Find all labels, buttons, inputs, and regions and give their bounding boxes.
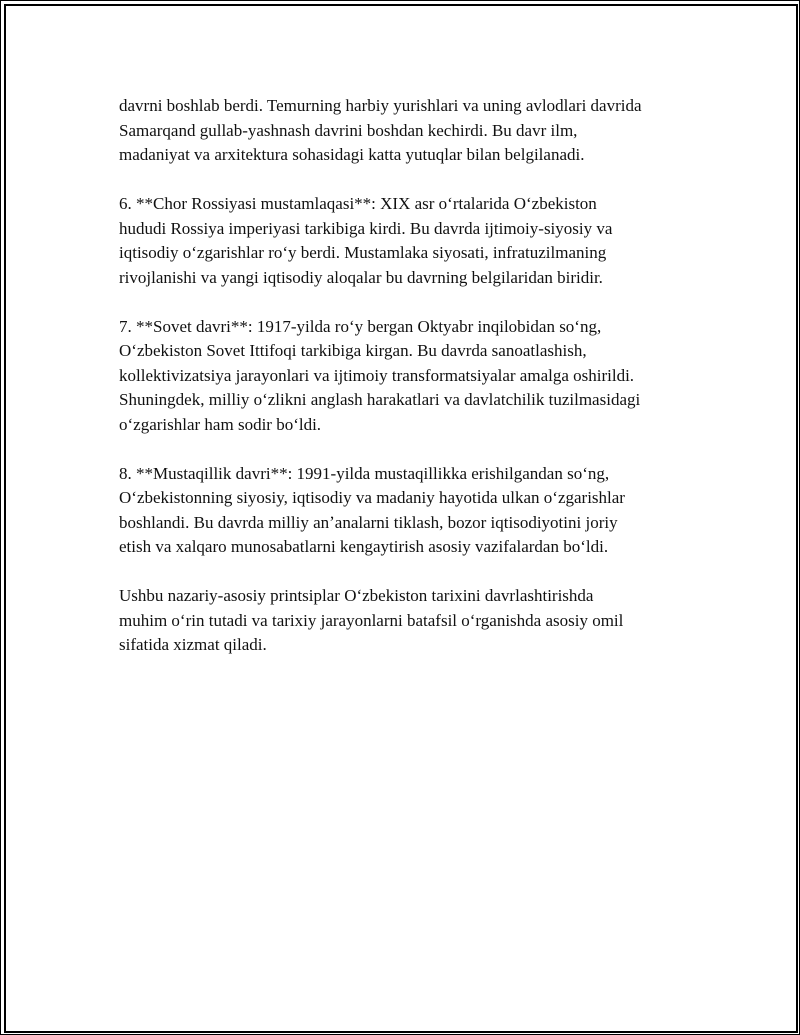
text-line: 7. **Sovet davri**: 1917-yilda roʻy bergan Oktyabr inqilobidan soʻng, (119, 316, 602, 336)
text-line: 8. **Mustaqillik davri**: 1991-yilda mustaqillikka erishilgandan soʻng, (119, 463, 610, 483)
text-line: boshlandi. Bu davrda milliy anʼanalarni tiklash, bozor iqtisodiyotini joriy (119, 512, 618, 532)
paragraph-item-7 (119, 315, 709, 438)
text-line: hududi Rossiya imperiyasi tarkibiga kirdi. Bu davrda ijtimoiy-siyosiy va (119, 218, 613, 238)
paragraph-conclusion (119, 584, 709, 658)
text-line: davrni boshlab berdi. Temurning harbiy yurishlari va uning avlodlari davrida (119, 96, 642, 115)
text-line: Oʻzbekiston Sovet Ittifoqi tarkibiga kirgan. Bu davrda sanoatlashish, (119, 341, 587, 360)
text-line: iqtisodiy oʻzgarishlar roʻy berdi. Mustamlaka siyosati, infratuzilmaning (119, 243, 607, 262)
text-line: muhim oʻrin tutadi va tarixiy jarayonlarni batafsil oʻrganishda asosiy omil (119, 610, 624, 630)
text-line: Oʻzbekistonning siyosiy, iqtisodiy va madaniy hayotida ulkan oʻzgarishlar (119, 488, 625, 507)
text-line: Samarqand gullab-yashnash davrini boshdan kechirdi. Bu davr ilm, (119, 120, 578, 140)
text-line: rivojlanishi va yangi iqtisodiy aloqalar bu davrning belgilaridan biridir. (119, 267, 603, 287)
text-line: etish va xalqaro munosabatlarni kengaytirish asosiy vazifalardan boʻldi. (119, 537, 609, 556)
text-line: 6. **Chor Rossiyasi mustamlaqasi**: XIX asr oʻrtalarida Oʻzbekiston (119, 194, 597, 213)
text-line: sifatida xizmat qiladi. (119, 635, 267, 654)
paragraph-item-6 (119, 192, 709, 290)
paragraph-item-8 (119, 462, 709, 560)
paragraph-timurid-continuation (119, 94, 709, 168)
document-body (119, 94, 709, 682)
text-line: madaniyat va arxitektura sohasidagi katta yutuqlar bilan belgilanadi. (119, 145, 585, 164)
text-line: kollektivizatsiya jarayonlari va ijtimoiy transformatsiyalar amalga oshirildi. (119, 365, 635, 385)
text-line: oʻzgarishlar ham sodir boʻldi. (119, 414, 322, 434)
text-line: Shuningdek, milliy oʻzlikni anglash harakatlari va davlatchilik tuzilmasidagi (119, 390, 641, 409)
text-line: Ushbu nazariy-asosiy printsiplar Oʻzbekiston tarixini davrlashtirishda (119, 586, 594, 605)
